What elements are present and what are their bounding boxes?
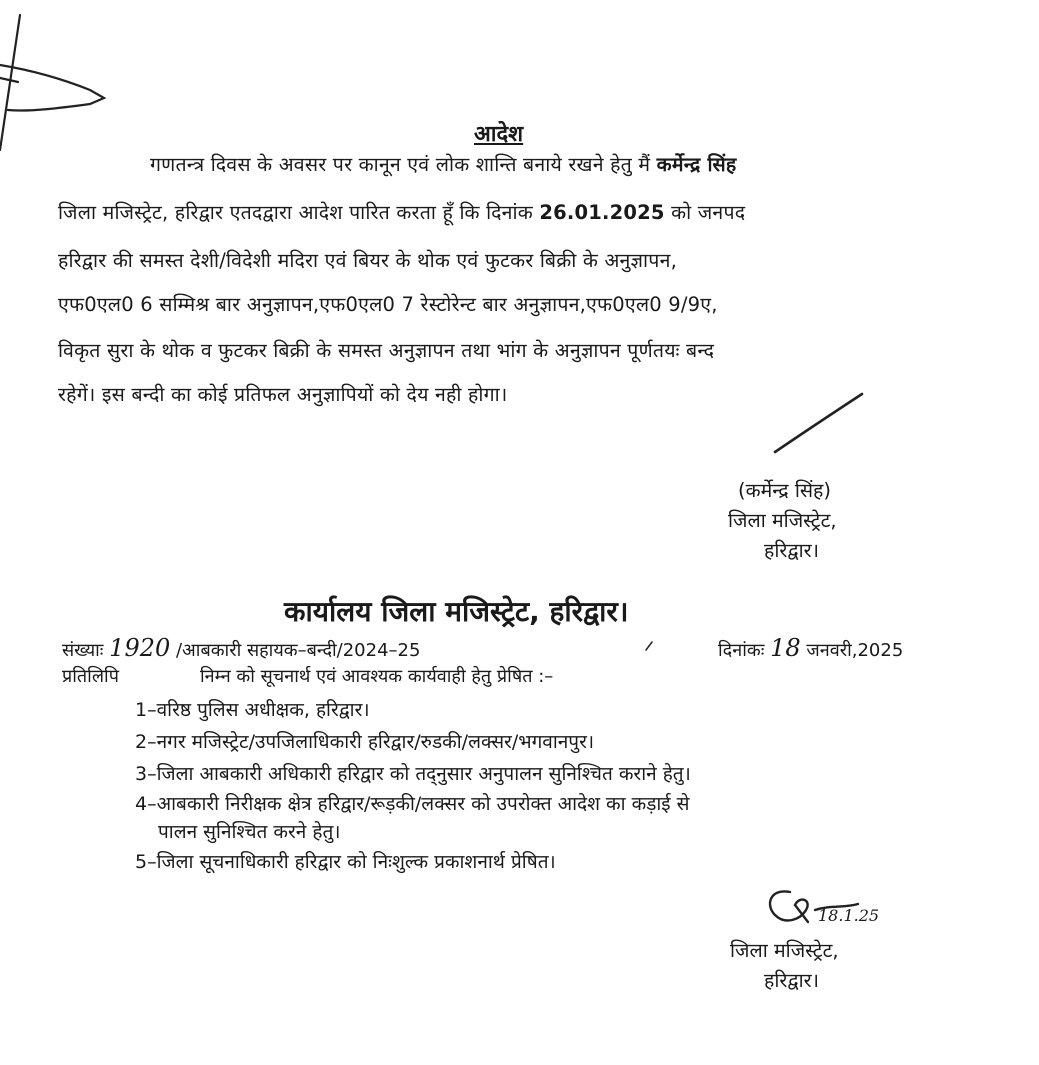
- date-day: 18: [770, 634, 801, 662]
- signature-stroke: [775, 394, 862, 452]
- order-line-5: विकृत सुरा के थोक व फुटकर बिक्री के समस्त अनुज्ञापन तथा भांग के अनुज्ञापन पूर्णतयः बन्द: [58, 339, 715, 362]
- order-line-4: एफ0एल0 6 सम्मिश्र बार अनुज्ञापन,एफ0एल0 7 रेस्टोरेन्ट बार अनुज्ञापन,एफ0एल0 9/9ए,: [58, 293, 718, 316]
- copy-text: निम्न को सूचनार्थ एवं आवश्यक कार्यवाही हेतु प्रेषित :–: [200, 666, 554, 687]
- corner-pen-tick: [0, 78, 18, 82]
- office-title: कार्यालय जिला मजिस्ट्रेट, हरिद्वार।: [284, 595, 629, 628]
- ref-tick: [646, 642, 652, 650]
- order-line-6: रहेगें। इस बन्दी का कोई प्रतिफल अनुज्ञापियों को देय नही होगा।: [58, 383, 508, 406]
- reference-date: [718, 634, 903, 662]
- order-heading: आदेश: [474, 122, 524, 147]
- signatory-name: (कर्मेन्द्र सिंह): [738, 479, 832, 502]
- date-rest: जनवरी,2025: [806, 640, 904, 661]
- order-line-2-text: जिला मजिस्ट्रेट, हरिद्वार एतदद्वारा आदेश पारित करता हूँ कि दिनांक: [58, 201, 533, 224]
- order-line-2: [58, 198, 745, 225]
- recipient-5: 5–जिला सूचनाधिकारी हरिद्वार को निःशुल्क प्रकाशनार्थ प्रेषित।: [135, 851, 556, 873]
- number-label: संख्याः: [62, 640, 104, 661]
- order-line-3: हरिद्वार की समस्त देशी/विदेशी मदिरा एवं बियर के थोक एवं फुटकर बिक्री के अनुज्ञापन,: [58, 249, 678, 272]
- order-date: 26.01.2025: [539, 201, 665, 224]
- recipient-4-continued: पालन सुनिश्चित करने हेतु।: [158, 821, 341, 843]
- order-line-1-text: गणतन्त्र दिवस के अवसर पर कानून एवं लोक शान्ति बनाये रखने हेतु मैं: [150, 153, 651, 176]
- footer-designation: जिला मजिस्ट्रेट,: [730, 939, 839, 962]
- recipient-3: 3–जिला आबकारी अधिकारी हरिद्वार को तद्नुसार अनुपालन सुनिश्चित कराने हेतु।: [135, 763, 691, 785]
- order-line-2-end: को जनपद: [671, 201, 746, 224]
- recipient-4: 4–आबकारी निरीक्षक क्षेत्र हरिद्वार/रूड़की/लक्सर को उपरोक्त आदेश का कड़ाई से: [135, 793, 690, 815]
- order-line-1: [150, 150, 736, 177]
- magistrate-name-inline: कर्मेन्द्र सिंह: [656, 153, 737, 176]
- reference-number: [62, 634, 420, 662]
- signatory-designation: जिला मजिस्ट्रेट,: [728, 509, 837, 532]
- recipient-2: 2–नगर मजिस्ट्रेट/उपजिलाधिकारी हरिद्वार/रुडकी/लक्सर/भगवानपुर।: [135, 731, 595, 753]
- number-suffix: /आबकारी सहायक–बन्दी/2024–25: [175, 640, 421, 661]
- signatory-place: हरिद्वार।: [764, 539, 820, 562]
- recipient-1: 1–वरिष्ठ पुलिस अधीक्षक, हरिद्वार।: [135, 699, 370, 721]
- initial-date: 18.1.25: [818, 906, 880, 925]
- footer-place: हरिद्वार।: [764, 969, 820, 992]
- date-label: दिनांकः: [718, 640, 765, 661]
- corner-pen-mark: [0, 65, 104, 111]
- copy-label: प्रतिलिपि: [62, 666, 119, 687]
- number-value: 1920: [109, 634, 171, 662]
